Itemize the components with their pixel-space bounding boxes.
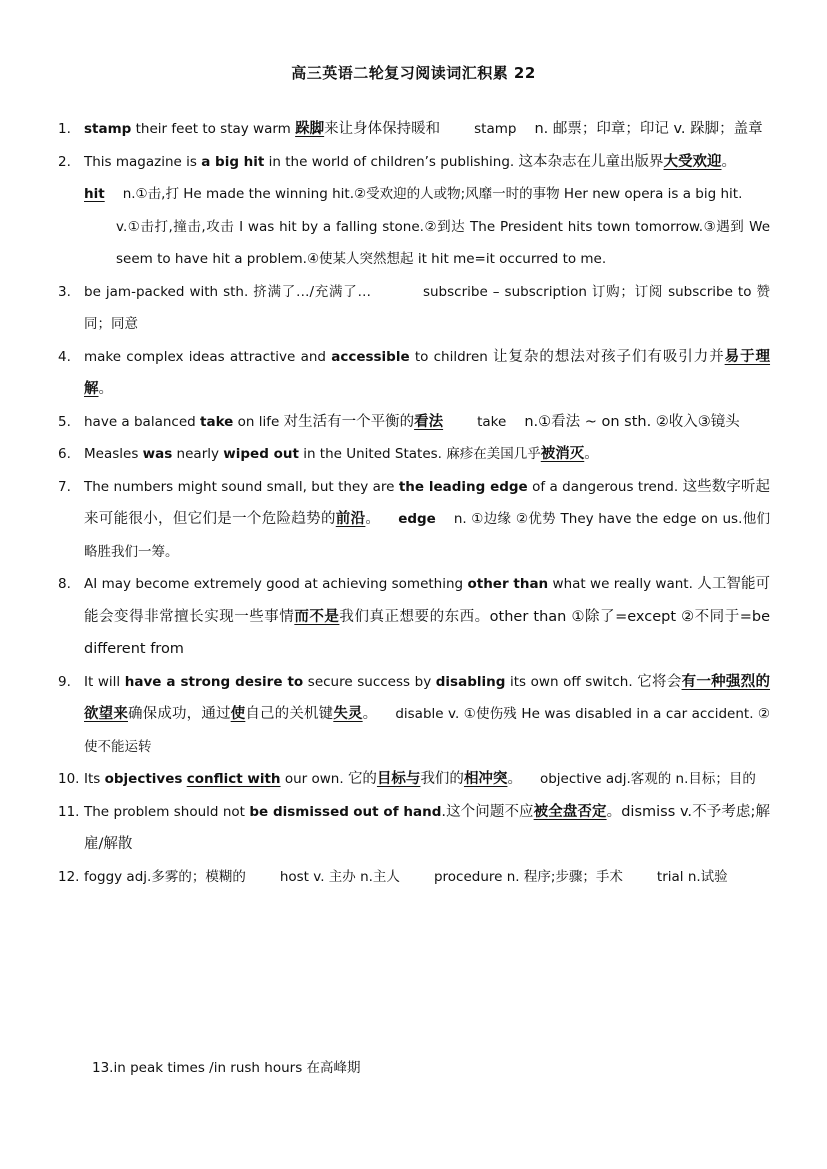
text: n. ①边缘 ②优势 They have the edge on us.他们略胜我们一筹。 (84, 511, 771, 560)
highlight: 相冲突 (463, 771, 508, 787)
text: The numbers might sound small, but they are (84, 478, 399, 495)
text: be jam-packed with sth. 挤满了…/充满了… (84, 283, 371, 300)
highlight: 而不是 (294, 608, 340, 625)
text: 让复杂的想法对孩子们有吸引力并 (493, 348, 725, 365)
text: disable v. ①使伤残 He was disabled in a car accident. ②使不能运转 (84, 706, 771, 755)
text: 来让身体保持暖和 (324, 121, 441, 137)
list-item (58, 471, 770, 569)
term: conflict with (186, 771, 281, 787)
item-number: 10. (58, 771, 80, 787)
text: 。 (721, 153, 737, 170)
term: out of hand (353, 803, 442, 820)
term: edge (398, 511, 436, 527)
text: what we really want. (548, 576, 698, 592)
text: stamp (474, 121, 517, 137)
text: 。 (584, 446, 599, 462)
list-item (58, 666, 770, 764)
highlight: 跺脚 (295, 121, 325, 137)
text: secure success by (303, 673, 436, 690)
item-number: 8. (58, 576, 71, 592)
text: on life (233, 413, 284, 430)
term: stamp (84, 121, 132, 137)
highlight: 有一种强烈的欲望来 (84, 673, 771, 722)
text: objective adj.客观的 n.目标；目的 (539, 771, 756, 787)
text: 自己的关机键 (245, 706, 334, 722)
text: to children (409, 348, 494, 365)
term: take (200, 413, 234, 430)
text: It will (84, 673, 125, 690)
item-number: 5. (58, 413, 71, 430)
item-number: 11. (58, 803, 80, 820)
list-item (58, 796, 770, 861)
term: be dismissed (249, 803, 349, 820)
text: 人工智能可能会变得非常擅长实现一些事情 (84, 576, 771, 625)
highlight: 失灵 (333, 706, 363, 722)
text: in the world of children’s publishing. (264, 153, 519, 170)
list-item (58, 568, 770, 666)
page-title: 高三英语二轮复习阅读词汇积累 22 (291, 64, 536, 82)
text: Measles (84, 446, 143, 462)
text: its own off switch. (505, 673, 638, 690)
text: 我们的 (420, 771, 464, 787)
sub-definition: v.①击打,撞击,攻击 I was hit by a falling stone.②到达 The President hits town tomorrow.③遇到 We seem to have hit a problem.④使某人突然想起 it hit me=it occurred to me. (116, 218, 770, 267)
text: 这本杂志在儿童出版界 (518, 153, 664, 170)
term: was (142, 446, 173, 462)
text: trial n.试验 (656, 868, 728, 885)
text: procedure n. 程序;步骤；手术 (433, 868, 623, 885)
item-number: 3. (58, 283, 71, 300)
term: a big hit (201, 153, 265, 170)
highlight: 大受欢迎 (663, 153, 722, 170)
list-item (58, 861, 770, 894)
item-number: 1. (58, 121, 71, 137)
term: other than (467, 576, 549, 592)
term: the leading edge (398, 478, 528, 495)
list-item (58, 438, 770, 471)
text: Its (84, 771, 105, 787)
text: n. 邮票；印章；印记 v. 跺脚；盖章 (534, 121, 763, 137)
text: The problem should not (84, 803, 250, 820)
text: 它将会 (637, 673, 682, 690)
text: 它的 (347, 771, 377, 787)
text: 这些数字听起来可能很小，但它们是一个危险趋势的 (84, 478, 771, 527)
highlight: 看法 (414, 413, 444, 430)
text: .这个问题不应 (441, 803, 534, 820)
highlight: 目标与 (376, 771, 421, 787)
list-item (58, 406, 770, 439)
highlight: 易于理解 (84, 348, 771, 397)
list-item (58, 763, 770, 796)
item-number: 2. (58, 153, 71, 170)
item-number: 7. (58, 478, 71, 495)
text: n.①看法 ~ on sth. ②收入③镜头 (524, 413, 740, 430)
highlight: 被全盘否定 (533, 803, 607, 820)
highlight: 被消灭 (540, 446, 585, 462)
highlight: 使 (230, 706, 246, 722)
text: foggy adj.多雾的；模糊的 (84, 868, 246, 885)
text: nearly (172, 446, 224, 462)
text: in the United States. 麻疹在美国几乎 (298, 446, 541, 462)
highlight: 前沿 (335, 511, 366, 527)
text: of a dangerous trend. (527, 478, 683, 495)
term: accessible (331, 348, 410, 365)
text: 。dismiss v.不予考虑;解雇/解散 (84, 803, 771, 852)
item-number: 12. (58, 868, 80, 885)
text: subscribe – subscription 订购；订阅 subscribe to 赞同；同意 (84, 283, 770, 332)
list-item (58, 113, 770, 146)
item-number: 9. (58, 673, 71, 690)
term: have a strong desire to (124, 673, 304, 690)
text: This magazine is (84, 153, 202, 170)
item-number: 6. (58, 446, 71, 462)
text: have a balanced (84, 413, 200, 430)
text: 。 (98, 381, 113, 397)
list-item-13: 13.in peak times /in rush hours 在高峰期 (92, 1060, 361, 1076)
text: host v. 主办 n.主人 (279, 868, 400, 885)
list-item (58, 341, 770, 406)
list-item (58, 276, 770, 341)
text: make complex ideas attractive and (84, 348, 332, 365)
text: 对生活有一个平衡的 (283, 413, 415, 430)
term: objectives (104, 771, 183, 787)
text: 我们真正想要的东西。other than ①除了=except ②不同于=be different from (84, 608, 771, 657)
text: our own. (280, 771, 348, 787)
vocab-list (58, 113, 770, 893)
term: wiped out (223, 446, 299, 462)
text: 确保成功，通过 (128, 706, 231, 722)
text: 。 (365, 511, 381, 527)
list-item (58, 146, 770, 276)
item-number: 4. (58, 348, 71, 365)
term: disabling (435, 673, 506, 690)
text: 。 (362, 706, 378, 722)
text: their feet to stay warm (131, 121, 296, 137)
text: AI may become extremely good at achieving something (84, 576, 468, 592)
text: 。 (507, 771, 522, 787)
term: hit (84, 186, 105, 202)
text: take (477, 413, 507, 430)
text: n.①击,打 He made the winning hit.②受欢迎的人或物;风靡一时的事物 Her new opera is a big hit. (122, 186, 743, 202)
